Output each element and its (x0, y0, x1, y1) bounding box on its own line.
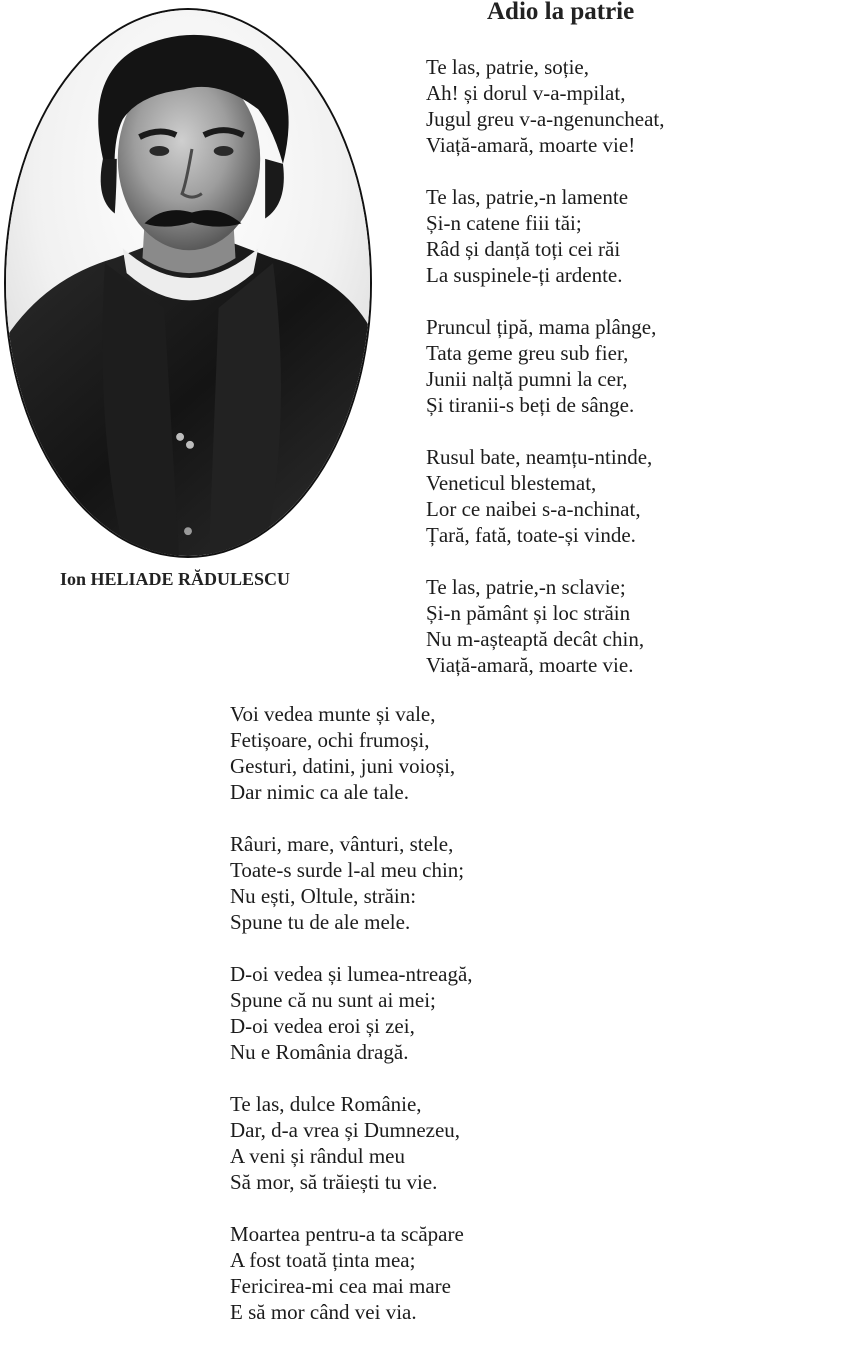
poem-line: Te las, patrie, soție, (426, 55, 589, 79)
poem-line: Jugul greu v-a-ngenuncheat, (426, 107, 665, 131)
poem-line: Și tiranii-s beți de sânge. (426, 393, 635, 417)
poem-line: Toate-s surde l-al meu chin; (230, 858, 465, 882)
poem-line: Veneticul blestemat, (426, 471, 597, 495)
poem-line: Spune tu de ale mele. (230, 910, 411, 934)
poem-line: A fost toată ținta mea; (230, 1248, 416, 1272)
poem-line: A veni și rândul meu (230, 1144, 405, 1168)
poem-line: Te las, patrie,-n sclavie; (426, 575, 626, 599)
poem-line: Nu ești, Oltule, străin: (230, 884, 417, 908)
poem-line: D-oi vedea eroi și zei, (230, 1014, 415, 1038)
poem-line: Ah! și dorul v-a-mpilat, (426, 81, 626, 105)
poem-stanzas-right (426, 54, 841, 704)
poem-line: Te las, patrie,-n lamente (426, 185, 629, 209)
poem-line: Junii nalță pumni la cer, (426, 367, 628, 391)
stanza (426, 574, 841, 678)
poem-line: Tata geme greu sub fier, (426, 341, 629, 365)
poem-line: Să mor, să trăiești tu vie. (230, 1170, 438, 1194)
poem-line: La suspinele-ți ardente. (426, 263, 623, 287)
poem-line: Fericirea-mi cea mai mare (230, 1274, 451, 1298)
stanza (426, 54, 841, 158)
poem-line: Voi vedea munte și vale, (230, 702, 436, 726)
poem-line: Dar nimic ca ale tale. (230, 780, 409, 804)
stanza (230, 961, 710, 1065)
stanza (426, 444, 841, 548)
stanza (426, 184, 841, 288)
poem-line: Râd și danță toți cei răi (426, 237, 621, 261)
poem-line: Nu m-așteaptă decât chin, (426, 627, 645, 651)
poem-line: Nu e România dragă. (230, 1040, 409, 1064)
poem-stanzas-bottom (230, 701, 710, 1351)
poem-line: Gesturi, datini, juni voioși, (230, 754, 456, 778)
poem-title: Adio la patrie (487, 0, 635, 25)
stanza (230, 831, 710, 935)
poem-line: Fetișoare, ochi frumoși, (230, 728, 430, 752)
stanza (426, 314, 841, 418)
poem-line: Viață-amară, moarte vie. (426, 653, 634, 677)
poem-line: Pruncul țipă, mama plânge, (426, 315, 657, 339)
portrait-caption: Ion HELIADE RĂDULESCU (60, 569, 291, 589)
poem-line: Moartea pentru-a ta scăpare (230, 1222, 464, 1246)
poem-line: Și-n pământ și loc străin (426, 601, 631, 625)
poem-line: Viață-amară, moarte vie! (426, 133, 636, 157)
poem-line: Spune că nu sunt ai mei; (230, 988, 436, 1012)
poem-line: Rusul bate, neamțu-ntinde, (426, 445, 653, 469)
stanza (230, 1221, 710, 1325)
poem-line: Țară, fată, toate-și vinde. (426, 523, 636, 547)
stanza (230, 701, 710, 805)
portrait-image (4, 8, 372, 558)
poem-line: D-oi vedea și lumea-ntreagă, (230, 962, 473, 986)
poem-line: Râuri, mare, vânturi, stele, (230, 832, 454, 856)
poem-line: Și-n catene fiii tăi; (426, 211, 582, 235)
poem-line: E să mor când vei via. (230, 1300, 417, 1324)
poem-line: Te las, dulce Românie, (230, 1092, 422, 1116)
poem-line: Lor ce naibei s-a-nchinat, (426, 497, 641, 521)
poem-line: Dar, d-a vrea și Dumnezeu, (230, 1118, 461, 1142)
stanza (230, 1091, 710, 1195)
